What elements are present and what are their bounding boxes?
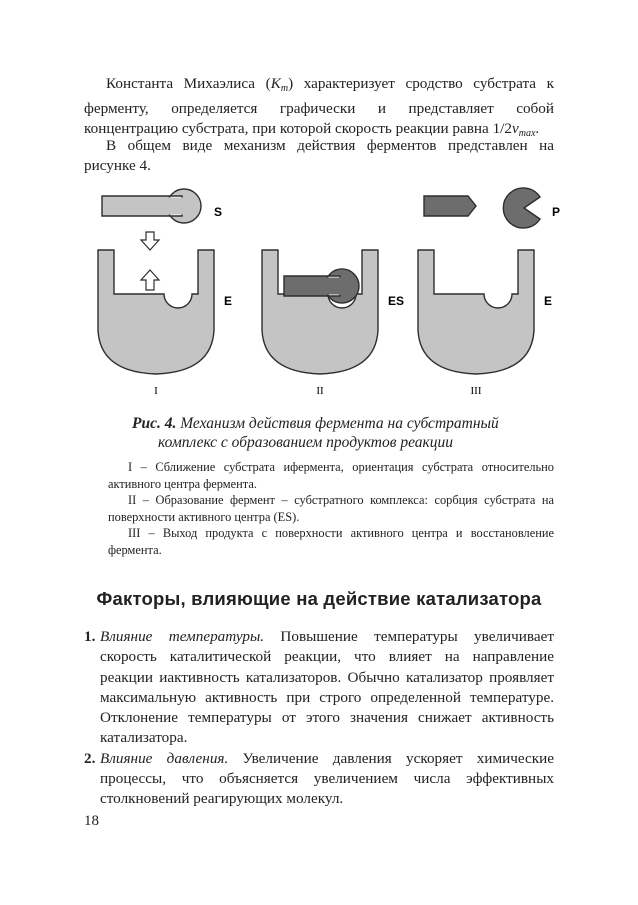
km-text-rest: ) характеризует сродство субстрата к ферменту, определяется графически и представляет собой концентрацию субстрата, при которой скорость реакции равна 1/2 xyxy=(84,75,554,137)
figure-notes xyxy=(108,459,554,558)
km-text-start: Константа Михаэлиса ( xyxy=(106,75,271,92)
factors-list xyxy=(84,627,554,810)
figure-caption xyxy=(132,414,552,452)
km-text-end: . xyxy=(535,120,540,137)
section-heading: Факторы, влияющие на действие катализатора xyxy=(96,588,542,609)
v-symbol: v xyxy=(512,120,519,137)
stage-label-2: II xyxy=(316,385,324,397)
list-item xyxy=(84,627,554,749)
list-item-text: Увеличение давления ускоряет химические процессы, что объясняется увеличением числа эффективных столкновений реагирующих молекул. xyxy=(100,749,554,808)
caption-line-1: Механизм действия фермента на субстратный xyxy=(176,415,499,432)
note-stage-1: I – Сближение субстрата ифермента, ориентация субстрата относительно активного центра фермента. xyxy=(108,460,554,491)
enzyme-mechanism-figure xyxy=(84,180,564,408)
enzyme-shape-1 xyxy=(98,250,214,374)
label-es: ES xyxy=(388,294,405,308)
label-p: P xyxy=(552,205,561,219)
list-item-title: Влияние давления. xyxy=(100,749,229,767)
product-rect-shape xyxy=(424,196,476,216)
list-item-number: 1. xyxy=(84,628,96,645)
arrow-down-icon xyxy=(141,232,159,250)
arrow-up-icon xyxy=(141,270,159,290)
km-paragraph xyxy=(84,74,554,144)
km-symbol: K xyxy=(270,75,281,92)
km-subscript: m xyxy=(280,83,289,94)
label-e-1: E xyxy=(224,294,233,308)
product-pacman-shape xyxy=(503,188,540,228)
list-item xyxy=(84,749,554,810)
caption-line-2: комплекс с образованием продуктов реакции xyxy=(158,434,453,451)
stage-label-3: III xyxy=(470,385,482,397)
vmax-subscript: max xyxy=(518,128,536,139)
note-stage-3: III – Выход продукта с поверхности активного центра и восстановление фермента. xyxy=(108,526,554,557)
list-item-text: Повышение температуры увеличивает скорость каталитической реакции, что влияет на направление реакции иактивность катализаторов. Обычно катализатор проявляет максимальную активность при строго определенной температуре. Отклонение температуры от этого значения снижает активность катализатора. xyxy=(100,628,554,747)
enzyme-shape-3 xyxy=(418,250,534,374)
list-item-title: Влияние температуры. xyxy=(100,628,265,645)
page-number: 18 xyxy=(84,813,99,829)
list-item-number: 2. xyxy=(84,749,96,767)
mechanism-paragraph: В общем виде механизм действия ферментов представлен на рисунке 4. xyxy=(84,137,554,174)
label-s: S xyxy=(214,205,223,219)
enzyme-shape-2 xyxy=(262,250,378,374)
stage-label-1: I xyxy=(154,385,158,397)
label-e-3: E xyxy=(544,294,553,308)
note-stage-2: II – Образование фермент – субстратного комплекса: сорбция субстрата на поверхности активного центра (ES). xyxy=(108,493,554,524)
caption-prefix: Рис. 4. xyxy=(132,415,177,432)
